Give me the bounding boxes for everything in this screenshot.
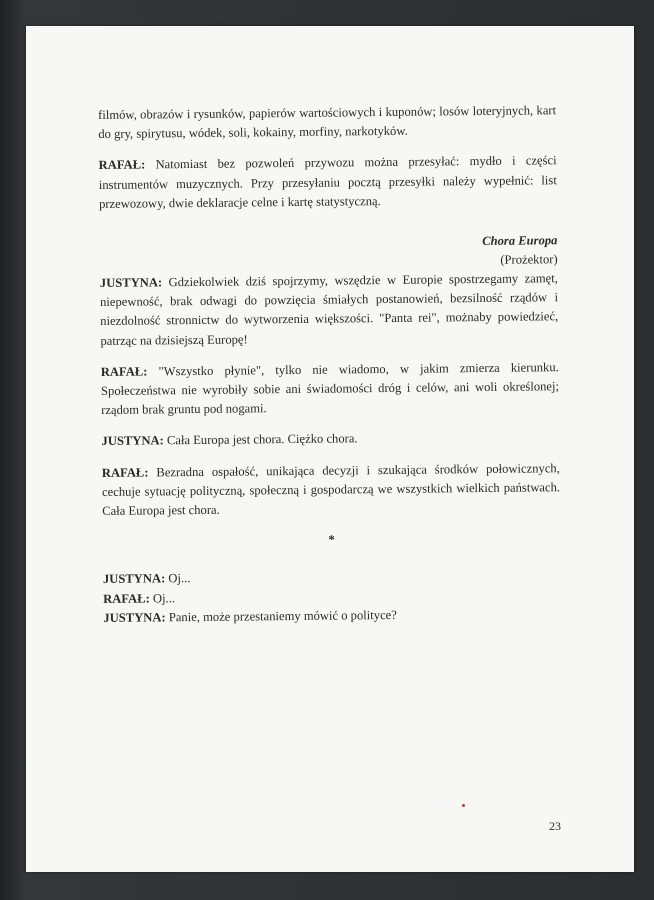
closing-dialogue [103,566,562,628]
paragraph [101,428,559,452]
paragraph-text: Natomiast bez pozwoleń przywozu można przesyłać: mydło i części instrumentów muzycznych. Przy przesyłaniu pocztą przesyłki należy wypełnić: list przewozowy, dwie deklaracje celne i kartę statystyczną. [98,153,557,211]
paragraph [99,152,558,214]
ink-mark [462,804,465,807]
speaker-label: RAFAŁ: [101,465,149,480]
page-sheet [26,26,634,872]
dialogue-text: Oj... [168,571,191,586]
scene-note: (Prożektor) [500,252,558,267]
section-separator: * [328,532,335,547]
speaker-label: RAFAŁ: [103,591,150,606]
speaker-label: RAFAŁ: [98,157,146,173]
paragraph-text: filmów, obrazów i rysunków, papierów wartościowych i kuponów; losów loteryjnych, kart do gry, spirytusu, wódek, soli, kokainy, morfiny, narkotyków. [98,103,557,142]
speaker-label: JUSTYNA: [101,433,164,449]
paragraph [100,269,559,351]
scene-title: Chora Europa [482,233,558,248]
paragraph [102,459,561,521]
dialogue-text: Oj... [152,590,176,606]
speaker-label: JUSTYNA: [102,571,166,587]
paragraph [101,358,560,420]
paragraph [98,101,556,144]
paragraph-text: Gdziekolwiek dziś spojrzymy, wszędzie w Europie spostrzegamy zamęt, niepewność, brak odwagi do powzięcia śmiałych postanowień, bezsilność rządów i niezdolność stronnictw do wytworzenia większości. "Panta rei", możnaby powiedzieć, patrząc na dzisiejszą Europę! [99,271,559,348]
paragraph-text: Cała Europa jest chora. Ciężko chora. [166,431,358,448]
speaker-label: JUSTYNA: [103,610,166,625]
paragraph-text: "Wszystko płynie", tylko nie wiadomo, w jakim zmierza kierunku. Społeczeństwa nie wyrobiły sobie ani świadomości dróg i celów, ani woli określonej; rządom brak gruntu pod nogami. [100,360,560,418]
page-number: 23 [549,819,561,833]
dialogue-line [103,604,561,628]
speaker-label: JUSTYNA: [99,275,163,291]
speaker-label: RAFAŁ: [100,364,148,379]
dialogue-text: Panie, może przestaniemy mówić o polityce? [168,607,397,625]
page-content [98,101,561,628]
paragraph-text: Bezradna ospałość, unikająca decyzji i szukająca środków połowicznych, cechuje sytuację polityczną, społeczną i gospodarczą we wszystkich wielkich państwach. Cała Europa jest chora. [101,460,561,519]
